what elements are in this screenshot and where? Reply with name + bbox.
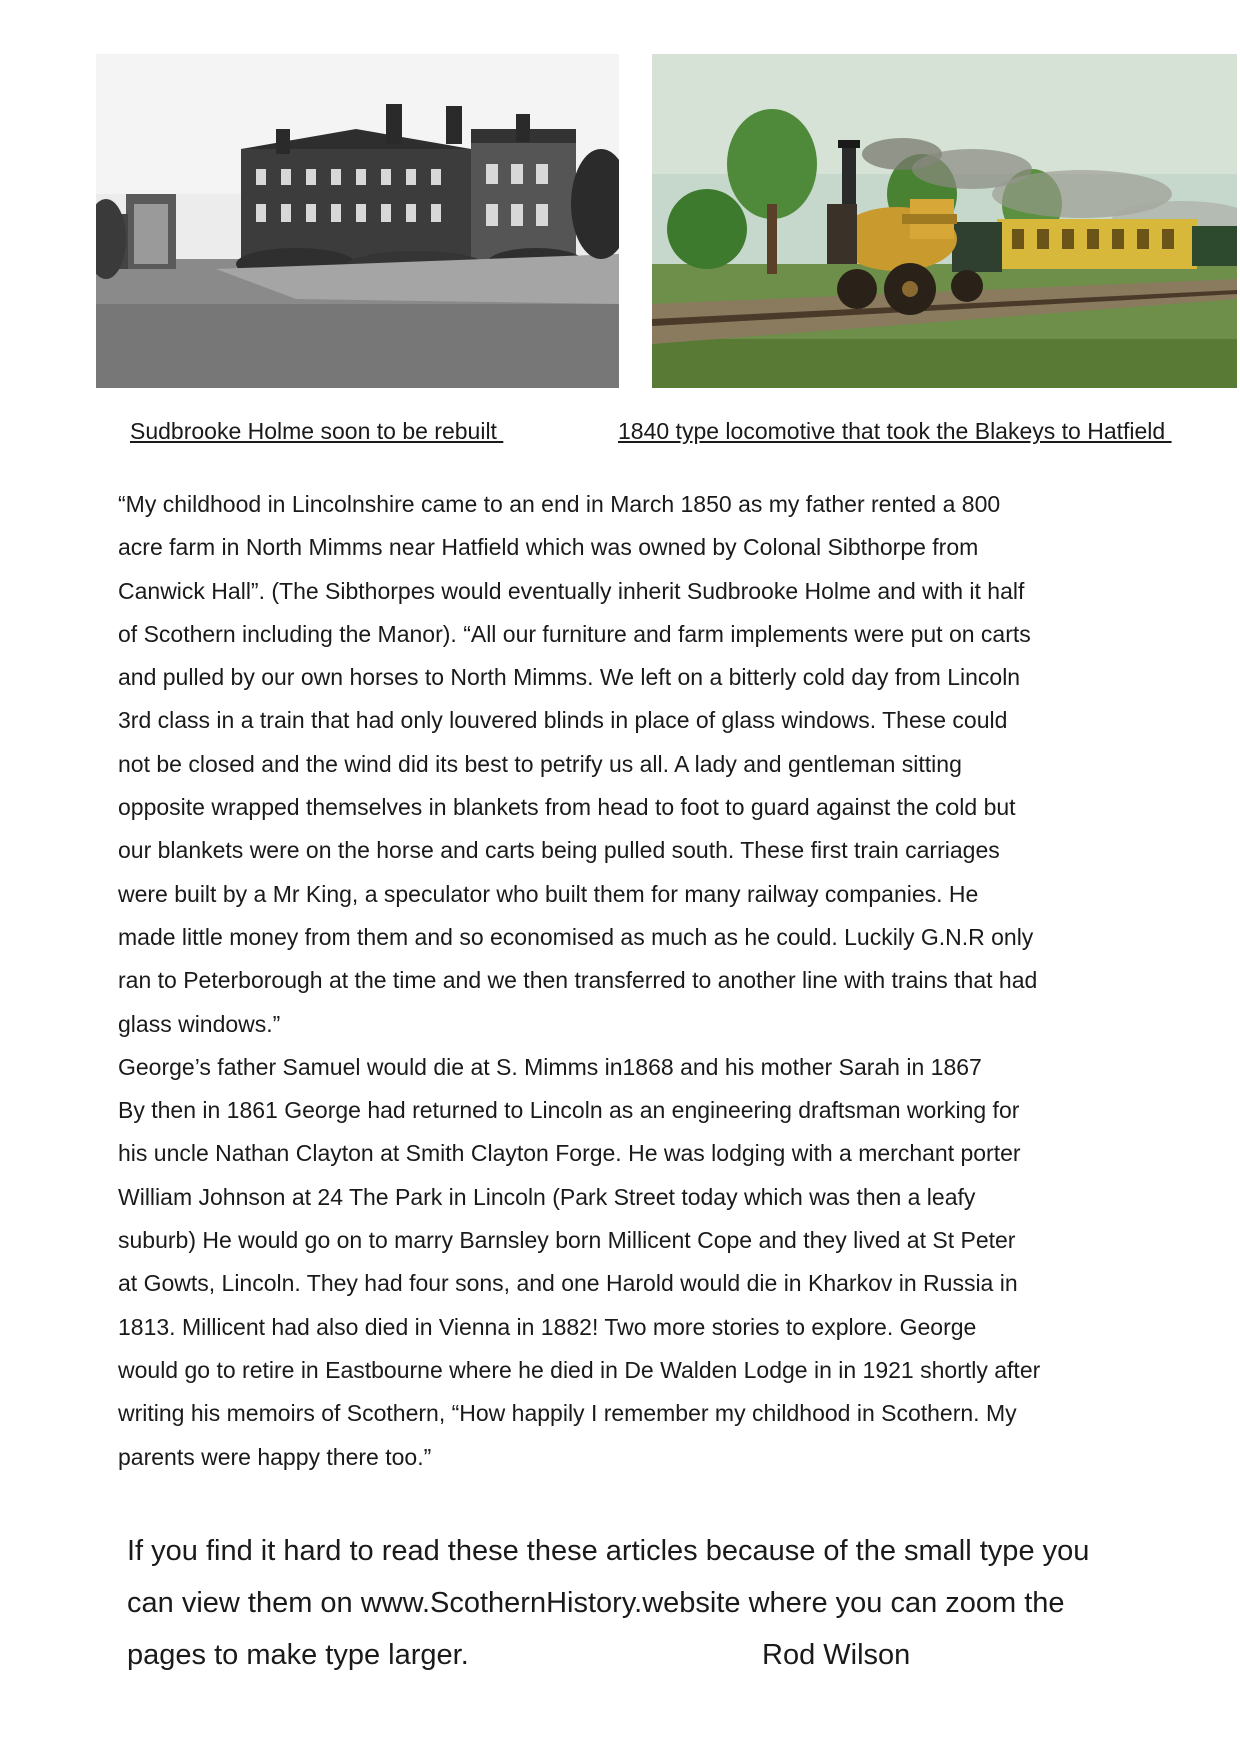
story-line: glass windows.” xyxy=(118,1010,281,1037)
story-line: were built by a Mr King, a speculator who built them for many railway companies. He xyxy=(118,880,979,907)
right-photo-caption: 1840 type locomotive that took the Blakeys to Hatfield xyxy=(618,418,1172,444)
story-line: writing his memoirs of Scothern, “How happily I remember my childhood in Scothern. My xyxy=(118,1400,1017,1427)
author-signature: Rod Wilson xyxy=(762,1639,911,1671)
story-line: 1813. Millicent had also died in Vienna in 1882! Two more stories to explore. George xyxy=(118,1313,977,1340)
story-line: By then in 1861 George had returned to Lincoln as an engineering draftsman working for xyxy=(118,1097,1020,1124)
left-photo-caption: Sudbrooke Holme soon to be rebuilt xyxy=(130,418,504,444)
note-line-1: If you find it hard to read these these articles because of the small type you xyxy=(127,1535,1090,1567)
story-line: 3rd class in a train that had only louvered blinds in place of glass windows. These could xyxy=(118,707,1008,734)
story-line: acre farm in North Mimms near Hatfield which was owned by Colonal Sibthorpe from xyxy=(118,534,979,561)
story-line: ran to Peterborough at the time and we then transferred to another line with trains that had xyxy=(118,967,1038,994)
sudbrooke-holme-photo xyxy=(96,54,619,388)
locomotive-painting xyxy=(652,54,1237,388)
story-line: William Johnson at 24 The Park in Lincoln (Park Street today which was then a leafy xyxy=(118,1183,976,1210)
story-line: parents were happy there too.” xyxy=(118,1443,432,1470)
story-line: and pulled by our own horses to North Mimms. We left on a bitterly cold day from Lincoln xyxy=(118,664,1021,691)
story-line: at Gowts, Lincoln. They had four sons, and one Harold would die in Kharkov in Russia in xyxy=(118,1270,1018,1297)
story-line: George’s father Samuel would die at S. Mimms in1868 and his mother Sarah in 1867 xyxy=(118,1053,982,1080)
story-line: “My childhood in Lincolnshire came to an end in March 1850 as my father rented a 800 xyxy=(118,491,1001,517)
website-note xyxy=(127,1525,1207,1681)
note-line-3 xyxy=(127,1629,1207,1681)
story-line: our blankets were on the horse and carts being pulled south. These first train carriages xyxy=(118,837,1000,864)
story-line: his uncle Nathan Clayton at Smith Clayton Forge. He was lodging with a merchant porter xyxy=(118,1140,1021,1167)
story-line: suburb) He would go on to marry Barnsley born Millicent Cope and they lived at St Peter xyxy=(118,1227,1016,1254)
story-line: made little money from them and so economised as much as he could. Luckily G.N.R only xyxy=(118,923,1034,950)
story-line: opposite wrapped themselves in blankets from head to foot to guard against the cold but xyxy=(118,794,1016,821)
memoir-text xyxy=(118,483,1148,1479)
note-line-3-text: pages to make type larger. xyxy=(127,1639,469,1671)
story-line: of Scothern including the Manor). “All our furniture and farm implements were put on carts xyxy=(118,620,1031,647)
story-line: would go to retire in Eastbourne where he died in De Walden Lodge in in 1921 shortly after xyxy=(118,1356,1041,1383)
story-line: not be closed and the wind did its best to petrify us all. A lady and gentleman sitting xyxy=(118,750,962,777)
story-line: Canwick Hall”. (The Sibthorpes would eventually inherit Sudbrooke Holme and with it half xyxy=(118,577,1025,604)
note-line-2: can view them on www.ScothernHistory.website where you can zoom the xyxy=(127,1587,1065,1619)
